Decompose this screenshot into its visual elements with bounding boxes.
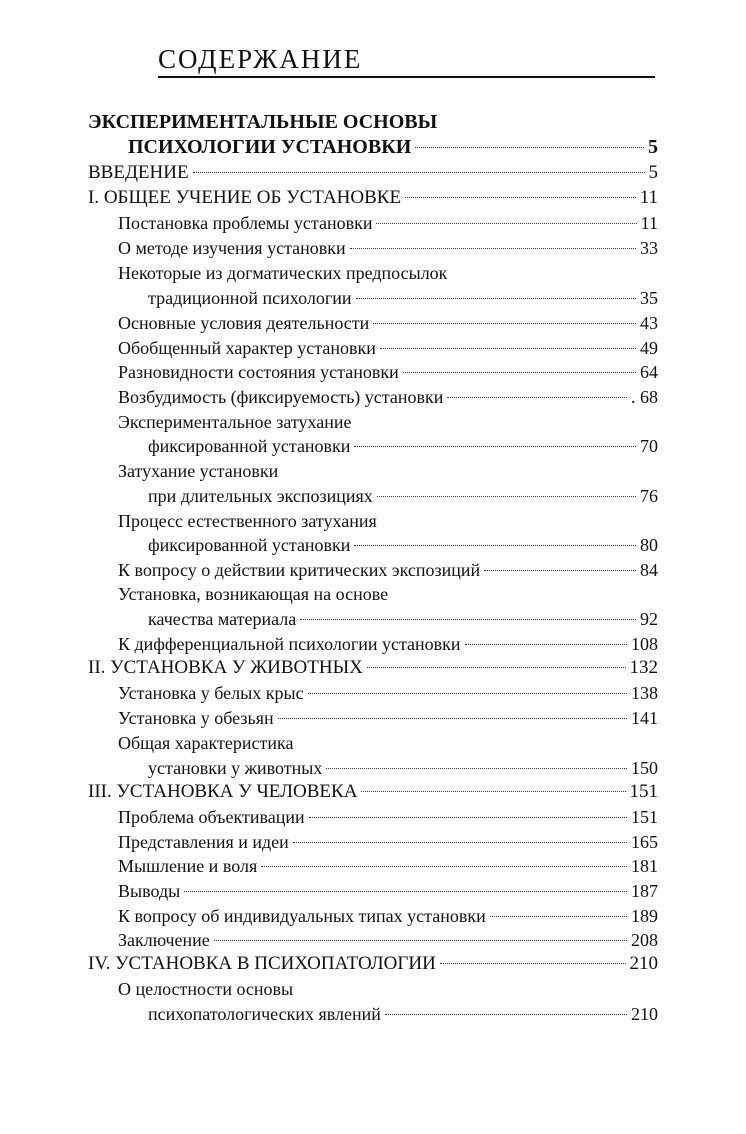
toc-entry — [88, 656, 658, 680]
toc-entry — [148, 607, 658, 631]
toc-page-number: 5 — [648, 162, 658, 183]
toc-page-number: 150 — [631, 758, 658, 778]
toc-entry-title: установки у животных — [148, 758, 323, 778]
toc-entry-title: Общая характеристика — [118, 733, 294, 753]
toc-entry-title: К дифференциальной психологии установки — [118, 634, 461, 654]
toc-entry-title: Обобщенный характер установки — [118, 338, 376, 358]
toc-entry-title: III. УСТАНОВКА У ЧЕЛОВЕКА — [88, 781, 358, 802]
toc-entry-title: качества материала — [148, 609, 297, 629]
leader-dots — [405, 197, 636, 198]
toc-entry-title: К вопросу о действии критических экспозиций — [118, 560, 481, 580]
toc-page-number: 132 — [629, 657, 658, 678]
toc-entry — [118, 211, 658, 235]
leader-dots — [214, 940, 627, 941]
page-title: СОДЕРЖАНИЕ — [158, 44, 363, 74]
leader-dots — [484, 570, 636, 571]
leader-dots — [308, 693, 627, 694]
leader-dots — [465, 644, 627, 645]
toc-entry — [148, 484, 658, 508]
toc-page-number: 35 — [640, 288, 658, 308]
toc-entry — [118, 558, 658, 582]
toc-entry-title: Установка у обезьян — [118, 708, 274, 728]
leader-dots — [377, 496, 636, 497]
leader-dots — [490, 916, 627, 917]
toc-page-number: 138 — [631, 683, 658, 703]
toc-entry — [118, 385, 658, 409]
toc-page-number: 189 — [631, 906, 658, 926]
toc-entry-title: Экспериментальное затухание — [118, 412, 352, 432]
leader-dots — [193, 172, 645, 173]
toc-page-number: 108 — [631, 634, 658, 654]
leader-dots — [356, 298, 637, 299]
toc-entry-title: IV. УСТАНОВКА В ПСИХОПАТОЛОГИИ — [88, 953, 436, 974]
toc-entry — [148, 434, 658, 458]
toc-entry — [118, 854, 658, 878]
toc-entry-title: при длительных экспозициях — [148, 486, 373, 506]
toc-page-number: 92 — [640, 609, 658, 629]
toc-page-number: 49 — [640, 338, 658, 358]
toc-entry — [118, 904, 658, 928]
toc-page-number: 70 — [640, 436, 658, 456]
leader-dots — [447, 397, 627, 398]
toc-entry-title: Выводы — [118, 881, 181, 901]
toc-page-number: 141 — [631, 708, 658, 728]
toc-entry — [88, 952, 658, 976]
leader-dots — [361, 791, 625, 792]
toc-entry — [88, 186, 658, 210]
toc-entry-title: II. УСТАНОВКА У ЖИВОТНЫХ — [88, 657, 363, 678]
toc-page-number: 210 — [631, 1004, 658, 1024]
toc-page-number: 33 — [640, 238, 658, 258]
toc-page-number: 80 — [640, 535, 658, 555]
toc-page-number: 165 — [631, 832, 658, 852]
toc-entry-title: ВВЕДЕНИЕ — [88, 162, 189, 183]
toc-entry-title: Основные условия деятельности — [118, 313, 370, 333]
toc-entry-title: I. ОБЩЕЕ УЧЕНИЕ ОБ УСТАНОВКЕ — [88, 187, 402, 208]
leader-dots — [385, 1014, 627, 1015]
toc-page-number: 151 — [631, 807, 658, 827]
toc-entry-title: О целостности основы — [118, 979, 294, 999]
toc-page-number: . 68 — [631, 387, 658, 407]
toc-entry-title: Затухание установки — [118, 461, 279, 481]
leader-dots — [415, 147, 644, 148]
leader-dots — [376, 223, 636, 224]
toc-entry — [118, 459, 658, 483]
leader-dots — [326, 768, 627, 769]
toc-entry-title: Возбудимость (фиксируемость) установки — [118, 387, 444, 407]
toc-entry-title: Процесс естественного затухания — [118, 511, 377, 531]
leader-dots — [261, 866, 627, 867]
toc-entry — [118, 360, 658, 384]
leader-dots — [300, 619, 636, 620]
toc-page-number: 208 — [631, 930, 658, 950]
toc-entry — [128, 135, 658, 159]
toc-page-number: 5 — [648, 136, 658, 158]
toc-entry-title: Некоторые из догматических предпосылок — [118, 263, 448, 283]
toc-entry — [118, 879, 658, 903]
toc-entry — [118, 261, 658, 285]
toc-page-number: 187 — [631, 881, 658, 901]
toc-page-number: 11 — [639, 187, 658, 208]
toc-entry-title: Проблема объективации — [118, 807, 305, 827]
leader-dots — [403, 372, 636, 373]
toc-entry-title: ПСИХОЛОГИИ УСТАНОВКИ — [128, 136, 412, 158]
toc-entry — [88, 110, 658, 134]
toc-entry — [118, 509, 658, 533]
toc-entry — [118, 731, 658, 755]
leader-dots — [367, 667, 626, 668]
leader-dots — [278, 718, 627, 719]
toc-entry-title: Постановка проблемы установки — [118, 213, 373, 233]
leader-dots — [380, 348, 636, 349]
toc-entry-title: Разновидности состояния установки — [118, 362, 399, 382]
toc-page-number: 151 — [629, 781, 658, 802]
leader-dots — [184, 891, 627, 892]
toc-entry-title: Установка у белых крыс — [118, 683, 304, 703]
toc-page-number: 210 — [629, 953, 658, 974]
leader-dots — [354, 545, 636, 546]
leader-dots — [350, 248, 636, 249]
toc-entry — [118, 582, 658, 606]
toc-entry-title: Установка, возникающая на основе — [118, 584, 389, 604]
leader-dots — [293, 842, 627, 843]
toc-entry — [118, 236, 658, 260]
toc-entry-title: традиционной психологии — [148, 288, 352, 308]
toc-page-number: 76 — [640, 486, 658, 506]
toc-page-number: 64 — [640, 362, 658, 382]
toc-entry — [118, 681, 658, 705]
leader-dots — [354, 446, 636, 447]
toc-entry — [148, 533, 658, 557]
toc-entry-title: психопатологических явлений — [148, 1004, 381, 1024]
leader-dots — [373, 323, 636, 324]
toc-entry — [148, 286, 658, 310]
toc-page-number: 11 — [640, 213, 658, 233]
leader-dots — [309, 817, 627, 818]
toc-entry-title: О методе изучения установки — [118, 238, 346, 258]
toc-entry — [88, 780, 658, 804]
toc-entry — [118, 977, 658, 1001]
toc-entry — [118, 311, 658, 335]
toc-entry — [118, 410, 658, 434]
toc-entry-title: фиксированной установки — [148, 436, 351, 456]
toc-entry — [88, 161, 658, 185]
leader-dots — [440, 963, 626, 964]
toc-page-number: 43 — [640, 313, 658, 333]
toc-page-number: 84 — [640, 560, 658, 580]
toc-entry-title: Заключение — [118, 930, 210, 950]
toc-entry — [118, 830, 658, 854]
toc-entry-title: ЭКСПЕРИМЕНТАЛЬНЫЕ ОСНОВЫ — [88, 111, 438, 133]
toc-entry — [148, 756, 658, 780]
toc-entry-title: Мышление и воля — [118, 856, 258, 876]
toc-entry — [118, 632, 658, 656]
toc-entry — [148, 1002, 658, 1026]
toc-entry — [118, 336, 658, 360]
toc-entry — [118, 805, 658, 829]
toc-entry — [118, 928, 658, 952]
toc-page-number: 181 — [631, 856, 658, 876]
toc-entry-title: Представления и идеи — [118, 832, 289, 852]
toc-entry-title: К вопросу об индивидуальных типах установки — [118, 906, 486, 926]
toc-entry — [118, 706, 658, 730]
toc-entry-title: фиксированной установки — [148, 535, 351, 555]
